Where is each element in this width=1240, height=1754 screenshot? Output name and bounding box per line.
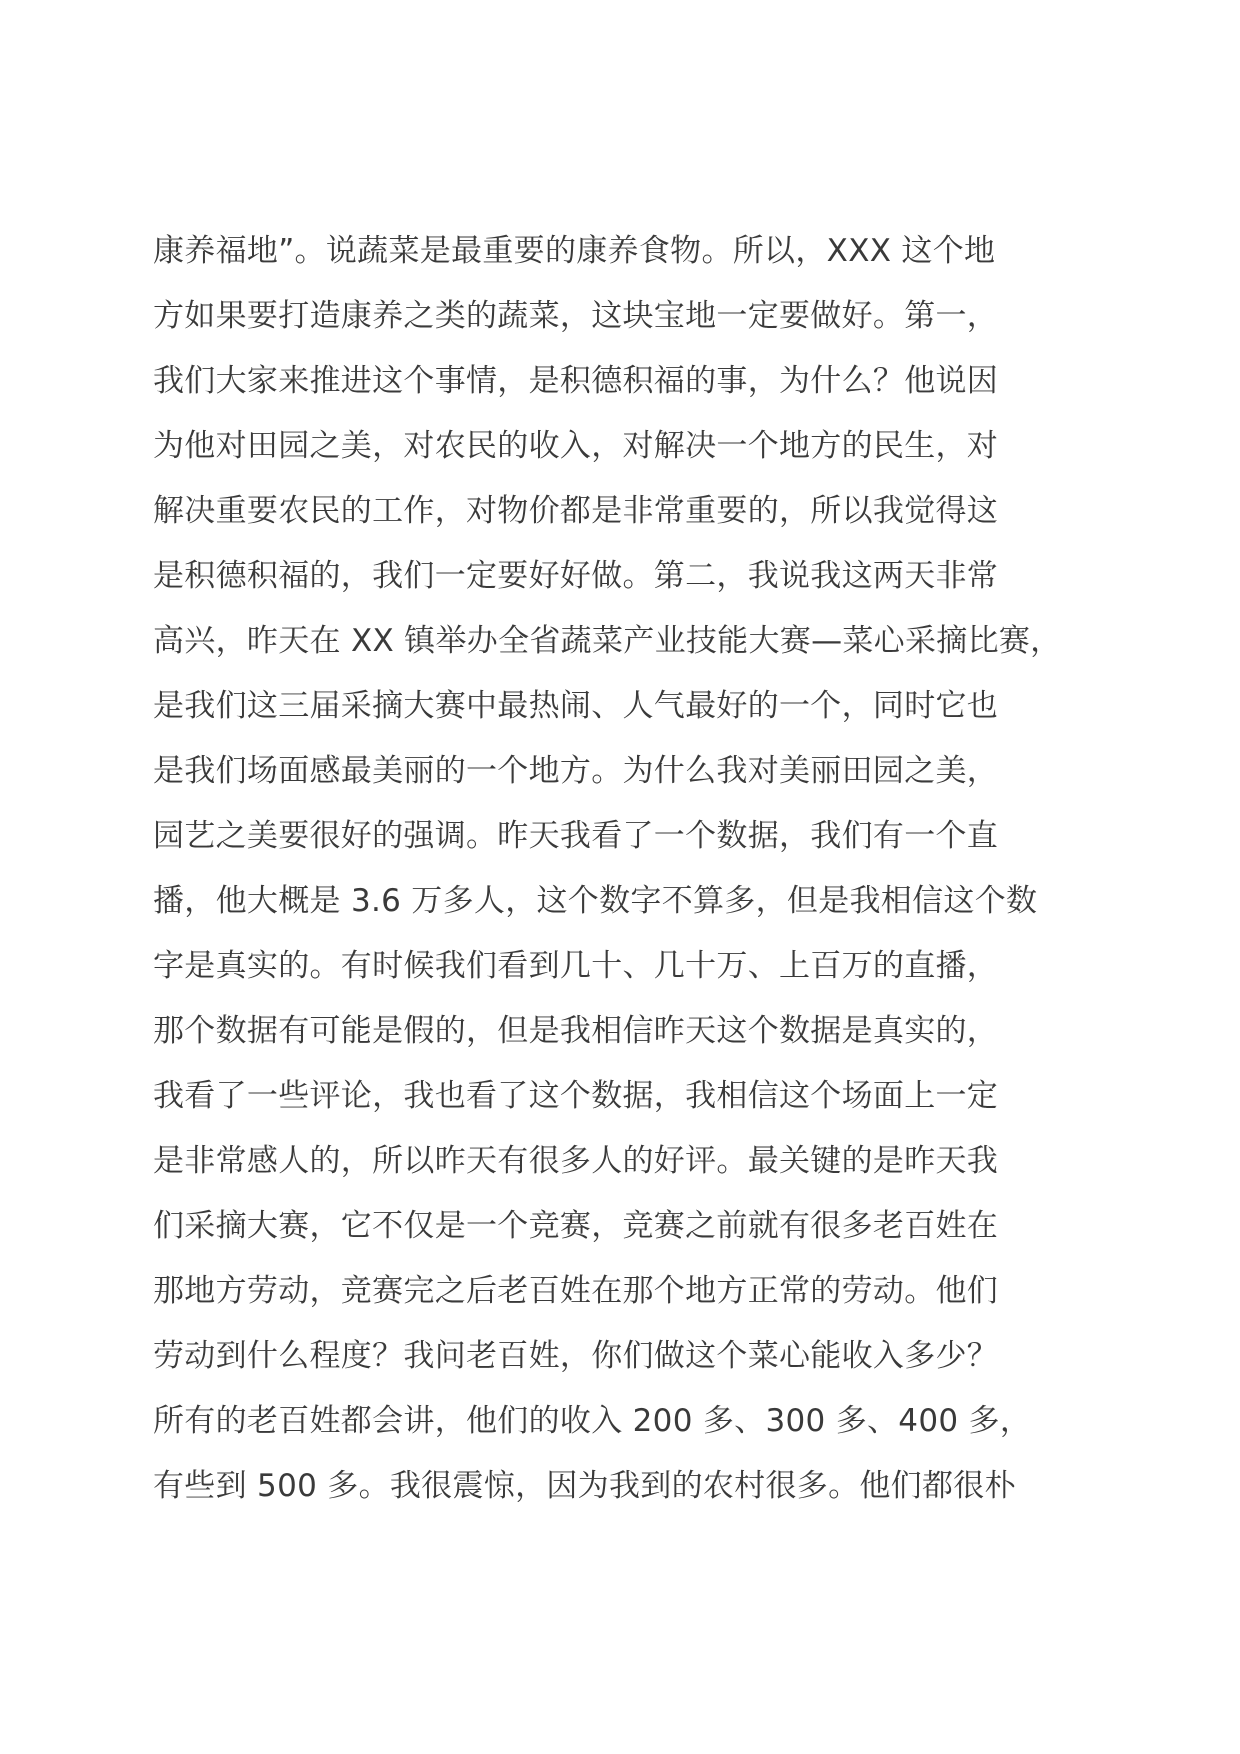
text-line: 是我们场面感最美丽的一个地方。为什么我对美丽田园之美， xyxy=(153,753,999,789)
text-line: 是非常感人的，所以昨天有很多人的好评。最关键的是昨天我 xyxy=(153,1143,999,1179)
text-line: 劳动到什么程度？我问老百姓，你们做这个菜心能收入多少？ xyxy=(153,1338,999,1374)
text-line: 是积德积福的，我们一定要好好做。第二，我说我这两天非常 xyxy=(153,558,999,594)
text-line: 那地方劳动，竞赛完之后老百姓在那个地方正常的劳动。他们 xyxy=(153,1273,999,1309)
text-line: 那个数据有可能是假的，但是我相信昨天这个数据是真实的， xyxy=(153,1013,999,1049)
text-line: 们采摘大赛，它不仅是一个竞赛，竞赛之前就有很多老百姓在 xyxy=(153,1208,999,1244)
text-line: 方如果要打造康养之类的蔬菜，这块宝地一定要做好。第一， xyxy=(153,298,999,334)
text-line: 有些到 500 多。我很震惊，因为我到的农村很多。他们都很朴 xyxy=(153,1468,1016,1504)
text-line: 我们大家来推进这个事情，是积德积福的事，为什么？他说因 xyxy=(153,363,999,399)
text-line: 为他对田园之美，对农民的收入，对解决一个地方的民生，对 xyxy=(153,428,999,464)
text-line: 我看了一些评论，我也看了这个数据，我相信这个场面上一定 xyxy=(153,1078,999,1114)
text-line: 字是真实的。有时候我们看到几十、几十万、上百万的直播， xyxy=(153,948,999,984)
text-line: 所有的老百姓都会讲，他们的收入 200 多、300 多、400 多， xyxy=(153,1403,1032,1439)
text-line: 是我们这三届采摘大赛中最热闹、人气最好的一个，同时它也 xyxy=(153,688,999,724)
text-line: 园艺之美要很好的强调。昨天我看了一个数据，我们有一个直 xyxy=(153,818,999,854)
text-line: 高兴，昨天在 XX 镇举办全省蔬菜产业技能大赛—菜心采摘比赛， xyxy=(153,623,1062,659)
text-line: 解决重要农民的工作，对物价都是非常重要的，所以我觉得这 xyxy=(153,493,999,529)
text-line: 康养福地”。说蔬菜是最重要的康养食物。所以，XXX 这个地 xyxy=(153,233,996,269)
body-text xyxy=(153,219,1113,1519)
text-line: 播，他大概是 3.6 万多人，这个数字不算多，但是我相信这个数 xyxy=(153,883,1038,919)
